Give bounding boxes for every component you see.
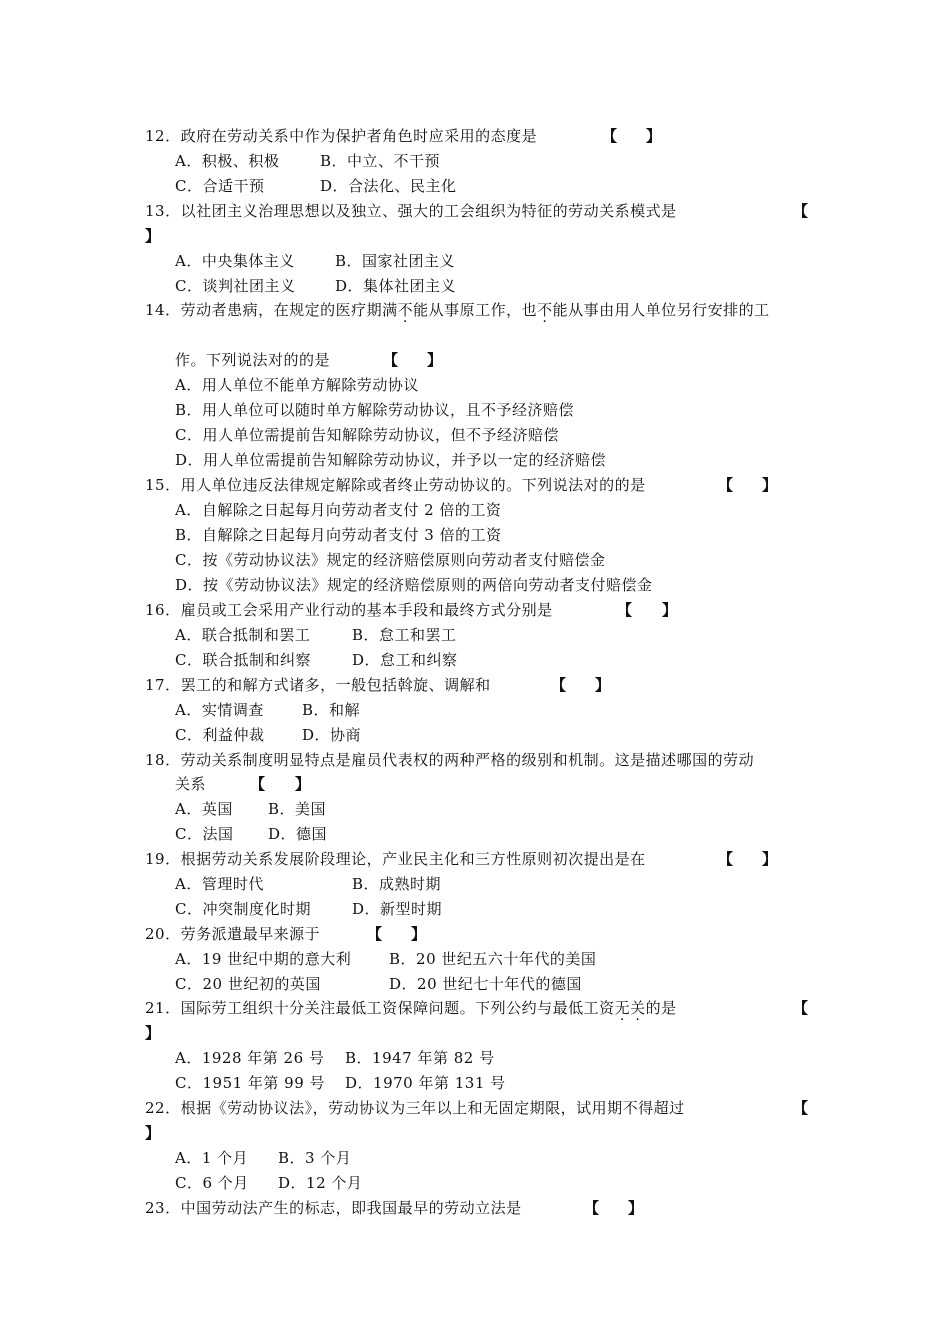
option-c: C．合适干预 [175,177,265,195]
option-a: A．英国 [175,800,233,818]
option-row [175,700,360,720]
answer-bracket-close: 】 [762,476,778,494]
question-13 [145,201,677,221]
option-a: A．19 世纪中期的意大利 [175,950,352,968]
option-row [175,974,582,994]
option-row [175,949,596,969]
option-c: C．法国 [175,825,234,843]
answer-bracket-close: 】 [662,601,678,619]
option-c: C．20 世纪初的英国 [175,975,321,993]
question-number: 22． [145,1099,181,1117]
question-text: 劳动者患病，在规定的医疗期满 [180,301,398,319]
question-text: 中国劳动法产生的标志，即我国最早的劳动立法是 [180,1199,522,1217]
question-12 [145,126,537,146]
question-number: 19． [145,850,181,868]
option-row [175,251,455,271]
question-18 [145,750,754,770]
option-row [175,1048,495,1068]
option-d: D．20 世纪七十年代的德国 [389,975,582,993]
option-d: D．怠工和纠察 [352,651,458,669]
option-row [175,176,457,196]
answer-bracket-open: 【 [551,676,567,694]
option-b: B．用人单位可以随时单方解除劳动协议，且不予经济赔偿 [175,401,575,419]
option-a: A．管理时代 [175,875,264,893]
option-d: D．按《劳动协议法》规定的经济赔偿原则的两倍向劳动者支付赔偿金 [175,576,653,594]
option-b: B．和解 [302,701,361,719]
question-text: 罢工的和解方式诸多，一般包括斡旋、调解和 [180,676,491,694]
question-number: 12． [145,127,181,145]
option-b: B．20 世纪五六十年代的美国 [389,950,597,968]
option-d: D．用人单位需提前告知解除劳动协议，并予以一定的经济赔偿 [175,451,607,469]
question-19 [145,849,646,869]
question-20 [145,924,320,944]
answer-bracket-open: 【 [367,925,383,943]
option-a: A．联合抵制和罢工 [175,626,311,644]
option-a: A．实情调查 [175,701,264,719]
option-b: B．自解除之日起每月向劳动者支付 3 倍的工资 [175,526,502,544]
option-row [175,151,440,171]
question-14 [145,300,770,320]
option-d: D．1970 年第 131 号 [345,1074,506,1092]
question-number: 23． [145,1199,181,1217]
option-b: B．3 个月 [278,1149,352,1167]
question-text: 的是 [645,999,677,1017]
option-row [175,874,441,894]
answer-bracket-open: 【 [793,1099,809,1117]
option-c: C．用人单位需提前告知解除劳动协议，但不予经济赔偿 [175,426,559,444]
answer-bracket-close: 】 [145,1024,161,1042]
answer-bracket-open: 【 [793,202,809,220]
option-c: C．6 个月 [175,1174,249,1192]
question-text: 以社团主义治理思想以及独立、强大的工会组织为特征的劳动关系模式是 [180,202,677,220]
question-number: 16． [145,601,181,619]
option-row [175,799,326,819]
answer-bracket-open: 【 [584,1199,600,1217]
answer-bracket-open: 【 [718,850,734,868]
answer-bracket-close: 】 [145,227,161,245]
option-b: B．国家社团主义 [335,252,456,270]
question-text: 作。下列说法对的的是 [175,351,331,369]
question-continuation [175,350,330,370]
answer-bracket-close: 】 [646,127,662,145]
emphasis-char: 不 [537,301,553,319]
option-row [175,1148,351,1168]
option-row [175,625,457,645]
question-number: 20． [145,925,181,943]
answer-bracket-close: 】 [145,1124,161,1142]
option-d: D．集体社团主义 [335,277,457,295]
option-b: B．美国 [268,800,327,818]
question-text: 劳务派遣最早来源于 [180,925,321,943]
answer-bracket-open: 【 [617,601,633,619]
option-c: C．利益仲裁 [175,726,265,744]
option-row [175,1073,506,1093]
option-d: D．德国 [268,825,328,843]
question-number: 18． [145,751,181,769]
answer-bracket-close: 】 [295,775,311,793]
question-number: 15． [145,476,181,494]
answer-bracket-open: 【 [793,999,809,1017]
question-continuation [175,774,206,794]
emphasis-char: 无 [614,999,631,1017]
option-b: B．中立、不干预 [320,152,441,170]
answer-bracket-open: 【 [602,127,618,145]
option-row [175,1173,362,1193]
answer-bracket-close: 】 [427,351,443,369]
option-a: A．1 个月 [175,1149,249,1167]
option-c: C．1951 年第 99 号 [175,1074,326,1092]
question-text: 关系 [175,775,207,793]
question-text: 国际劳工组织十分关注最低工资保障问题。下列公约与最低工资 [180,999,615,1017]
option-c: C．冲突制度化时期 [175,900,311,918]
question-16 [145,600,553,620]
question-text: 用人单位违反法律规定解除或者终止劳动协议的。下列说法对的的是 [180,476,646,494]
answer-bracket-close: 】 [628,1199,644,1217]
emphasis-char: 不 [397,301,414,319]
question-number: 17． [145,676,181,694]
question-17 [145,675,491,695]
option-row [175,725,361,745]
question-21 [145,998,677,1018]
answer-bracket-close: 】 [762,850,778,868]
question-number: 21． [145,999,181,1017]
option-d: D．合法化、民主化 [320,177,457,195]
answer-bracket-open: 【 [718,476,734,494]
option-b: B．1947 年第 82 号 [345,1049,495,1067]
option-a: A．1928 年第 26 号 [175,1049,325,1067]
question-text: 根据劳动关系发展阶段理论，产业民主化和三方性原则初次提出是在 [180,850,646,868]
option-a: A．中央集体主义 [175,252,295,270]
option-c: C．谈判社团主义 [175,277,296,295]
option-a: A．自解除之日起每月向劳动者支付 2 倍的工资 [175,501,502,519]
option-row [175,650,458,670]
question-text: 劳动关系制度明显特点是雇员代表权的两种严格的级别和机制。这是描述哪国的劳动 [180,751,755,769]
question-text: 根据《劳动协议法》，劳动协议为三年以上和无固定期限，试用期不得超过 [180,1099,685,1117]
option-row [175,899,442,919]
answer-bracket-close: 】 [411,925,427,943]
question-number: 14． [145,301,181,319]
answer-bracket-close: 】 [595,676,611,694]
option-a: A．积极、积极 [175,152,280,170]
option-row [175,824,327,844]
option-d: D．12 个月 [278,1174,363,1192]
option-b: B．成熟时期 [352,875,442,893]
option-d: D．新型时期 [352,900,443,918]
option-c: C．按《劳动协议法》规定的经济赔偿原则向劳动者支付赔偿金 [175,551,606,569]
question-text: 能从事由用人单位另行安排的工 [552,301,770,319]
question-15 [145,475,646,495]
option-b: B．怠工和罢工 [352,626,457,644]
option-d: D．协商 [302,726,362,744]
question-number: 13． [145,202,181,220]
question-22 [145,1098,685,1118]
emphasis-char: 关 [630,999,646,1017]
option-a: A．用人单位不能单方解除劳动协议 [175,376,419,394]
question-23 [145,1198,522,1218]
question-text: 能从事原工作，也 [413,301,538,319]
option-c: C．联合抵制和纠察 [175,651,311,669]
answer-bracket-open: 【 [383,351,399,369]
question-text: 政府在劳动关系中作为保护者角色时应采用的态度是 [180,127,538,145]
question-text: 雇员或工会采用产业行动的基本手段和最终方式分别是 [180,601,553,619]
option-row [175,276,456,296]
answer-bracket-open: 【 [250,775,266,793]
